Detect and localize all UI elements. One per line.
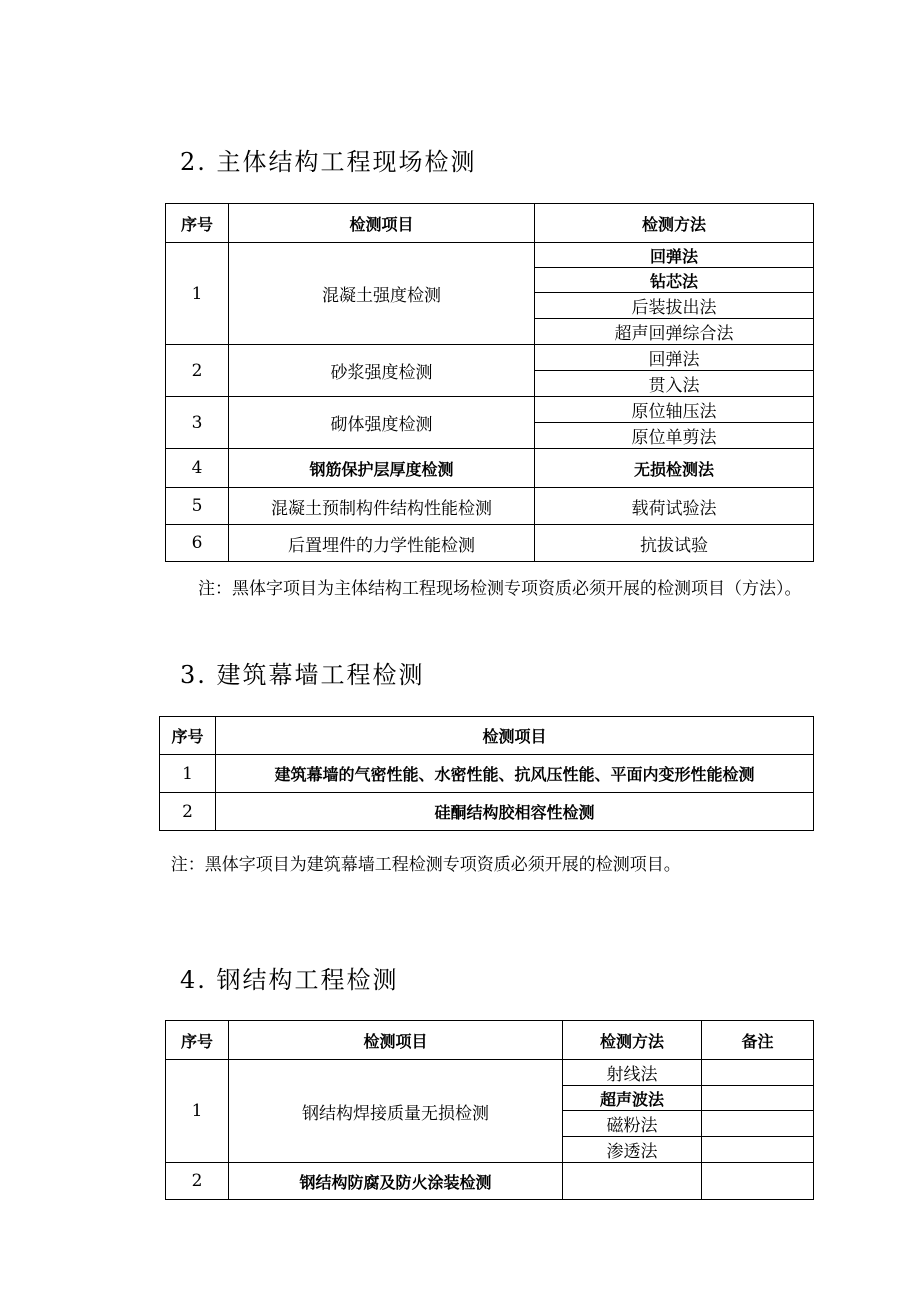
- header-item: 检测项目: [216, 717, 814, 755]
- row-item: 建筑幕墙的气密性能、水密性能、抗风压性能、平面内变形性能检测: [216, 755, 814, 793]
- row-remark: [702, 1111, 814, 1137]
- header-item: 检测项目: [229, 204, 535, 243]
- row-method: 无损检测法: [535, 449, 814, 488]
- table-row: [166, 1060, 814, 1086]
- table-header-row: [160, 717, 814, 755]
- row-method: 原位单剪法: [535, 423, 814, 449]
- header-no: 序号: [166, 204, 229, 243]
- row-no: 1: [166, 243, 229, 345]
- row-method: 钻芯法: [535, 268, 814, 293]
- curtain-wall-table: [159, 716, 814, 831]
- row-no: 3: [166, 397, 229, 449]
- section-2-note: 注：黑体字项目为主体结构工程现场检测专项资质必须开展的检测项目（方法）。: [198, 579, 802, 599]
- row-remark: [702, 1163, 814, 1200]
- row-no: 6: [166, 525, 229, 562]
- row-no: 5: [166, 488, 229, 525]
- row-remark: [702, 1060, 814, 1086]
- row-method: 超声波法: [563, 1086, 702, 1111]
- section-3-heading: 3. 建筑幕墙工程检测: [180, 661, 425, 689]
- row-remark: [702, 1137, 814, 1163]
- table-row: [166, 345, 814, 371]
- table-row: [166, 525, 814, 562]
- table-header-row: [166, 204, 814, 243]
- row-method: 原位轴压法: [535, 397, 814, 423]
- table-row: [160, 755, 814, 793]
- header-method: 检测方法: [535, 204, 814, 243]
- row-method: 回弹法: [535, 345, 814, 371]
- table-row: [160, 793, 814, 831]
- row-method: 射线法: [563, 1060, 702, 1086]
- table-row: [166, 1163, 814, 1200]
- row-item: 硅酮结构胶相容性检测: [216, 793, 814, 831]
- row-method: 回弹法: [535, 243, 814, 268]
- header-item: 检测项目: [229, 1021, 563, 1060]
- row-no: 4: [166, 449, 229, 488]
- row-method: 贯入法: [535, 371, 814, 397]
- row-method: 载荷试验法: [535, 488, 814, 525]
- section-4-heading: 4. 钢结构工程检测: [180, 966, 399, 994]
- row-item: 混凝土强度检测: [229, 243, 535, 345]
- row-method: 抗拔试验: [535, 525, 814, 562]
- table-header-row: [166, 1021, 814, 1060]
- row-remark: [702, 1086, 814, 1111]
- section-2-heading: 2. 主体结构工程现场检测: [180, 148, 477, 176]
- row-item: 砌体强度检测: [229, 397, 535, 449]
- table-row: [166, 397, 814, 423]
- row-method: 超声回弹综合法: [535, 319, 814, 345]
- row-item: 钢结构防腐及防火涂装检测: [229, 1163, 563, 1200]
- steel-structure-table: [165, 1020, 814, 1200]
- row-item: 砂浆强度检测: [229, 345, 535, 397]
- table-row: [166, 488, 814, 525]
- header-method: 检测方法: [563, 1021, 702, 1060]
- table-row: [166, 243, 814, 268]
- row-method: 磁粉法: [563, 1111, 702, 1137]
- table-row: [166, 449, 814, 488]
- row-item: 混凝土预制构件结构性能检测: [229, 488, 535, 525]
- row-item: 钢筋保护层厚度检测: [229, 449, 535, 488]
- header-remark: 备注: [702, 1021, 814, 1060]
- section-3-note: 注：黑体字项目为建筑幕墙工程检测专项资质必须开展的检测项目。: [170, 855, 681, 875]
- row-no: 1: [166, 1060, 229, 1163]
- row-item: 后置埋件的力学性能检测: [229, 525, 535, 562]
- main-structure-table: [165, 203, 814, 562]
- row-no: 2: [160, 793, 216, 831]
- row-item: 钢结构焊接质量无损检测: [229, 1060, 563, 1163]
- row-method: 后装拔出法: [535, 293, 814, 319]
- header-no: 序号: [166, 1021, 229, 1060]
- row-method: [563, 1163, 702, 1200]
- row-method: 渗透法: [563, 1137, 702, 1163]
- row-no: 2: [166, 1163, 229, 1200]
- row-no: 2: [166, 345, 229, 397]
- row-no: 1: [160, 755, 216, 793]
- header-no: 序号: [160, 717, 216, 755]
